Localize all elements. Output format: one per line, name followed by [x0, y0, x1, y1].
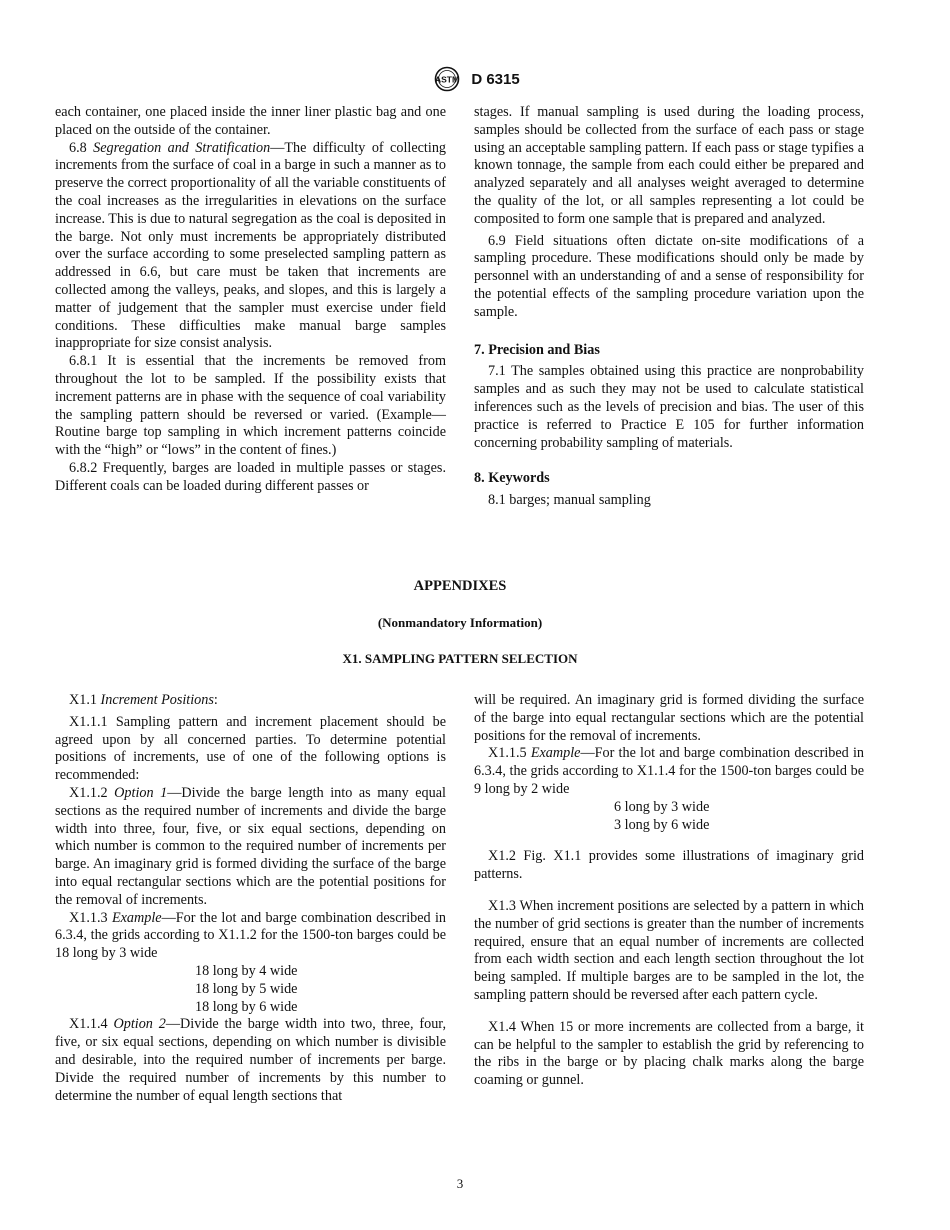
bottom-right-column: [474, 692, 864, 1090]
paragraph-x1-1-1: X1.1.1 Sampling pattern and increment placement should be agreed upon by all concerned parties. To determine potential positions of increments, use of one of the following options is recommended:: [55, 713, 446, 784]
grid-option-line: 18 long by 5 wide: [195, 980, 298, 997]
paragraph: will be required. An imaginary grid is formed dividing the surface of the barge into equal rectangular sections which are the potential positions for the removal of increments.: [474, 692, 864, 744]
paragraph-7-1: 7.1 The samples obtained using this practice are nonprobability samples and as such they may not be used to calculate statistical inferences such as the levels of precision and bias. The user of this practice is referred to Practice E 105 for further information concerning probability sampling of materials.: [474, 363, 864, 451]
svg-text:ASTM: ASTM: [435, 74, 460, 85]
top-right-column: [474, 104, 864, 510]
paragraph-x1-1-2: X1.1.2 Option 1—Divide the barge length into as many equal sections as the required number of increments and divide the barge width into three, four, five, or six equal sections, depending on which number is common to the required number of increments per barge. An imaginary grid is formed dividing the surface of the barge into equal rectangular sections which are the potential positions for the removal of increments.: [55, 784, 446, 908]
paragraph-x1-1-4: X1.1.4 Option 2—Divide the barge width into two, three, four, five, or six equal sections, depending on which number is divisible and desirable, into the required number of increments per barge. Divide the required number of increments by this number to determine the number of equal length sections that: [55, 1016, 446, 1104]
appendix-section-heading: X1. SAMPLING PATTERN SELECTION: [342, 651, 578, 666]
appendix-subtitle: (Nonmandatory Information): [377, 615, 543, 630]
appendix-title: APPENDIXES: [413, 578, 507, 594]
paragraph-x1-2: X1.2 Fig. X1.1 provides some illustrations of imaginary grid patterns.: [474, 848, 864, 883]
paragraph-x1-4: X1.4 When 15 or more increments are collected from a barge, it can be helpful to the sampler to establish the grid by referencing to the ribs in the barge or by placing chalk marks along the barge coaming or gunnel.: [474, 1018, 864, 1089]
grid-option-line: 6 long by 3 wide: [614, 798, 710, 815]
top-left-column: [55, 104, 446, 496]
paragraph-x1-1-3: X1.1.3 Example—For the lot and barge combination described in 6.3.4, the grids according to X1.1.2 for the 1500-ton barges could be 18 long by 3 wide: [55, 909, 446, 962]
paragraph-6-8-2: 6.8.2 Frequently, barges are loaded in multiple passes or stages. Different coals can be loaded during different passes or: [55, 459, 446, 494]
paragraph-8-1: 8.1 barges; manual sampling: [488, 492, 651, 509]
page-number: 3: [456, 1176, 464, 1191]
paragraph-6-8-1: 6.8.1 It is essential that the increments be removed from throughout the lot to be sampled. If the possibility exists that increment patterns are in phase with the sequence of coal variability the sampling pattern should be reversed or varied. (Example—Routine barge top sampling in which increment patterns coincide with the “high” or “lows” in the content of fines.): [55, 353, 446, 459]
paragraph-6-8: 6.8 Segregation and Stratification—The difficulty of collecting increments from the surface of coal in a barge in such a manner as to preserve the correct proportionality of all the variable constituents of the coal increases as the irregularities in elevations on the surface increase. This is due to natural segregation as the coal is deposited in the barge. Not only must increments be appropriately distributed over the surface according to some preselected sampling pattern as addressed in 6.6, but care must be taken that increments are collected among the valleys, peaks, and slopes, and this is largely a matter of judgement that the sampler must exercise under field conditions. These difficulties make manual barge samples inappropriate for size consist analysis.: [55, 139, 447, 352]
astm-logo-icon: [430, 66, 464, 92]
page-header: [0, 66, 950, 92]
document-code: D 6315: [471, 70, 520, 88]
paragraph-6-9: 6.9 Field situations often dictate on-site modifications of a sampling procedure. These modifications should only be made by personnel with an understanding of and a sense of responsibility for the potential effects of the sampling procedure variation upon the sample.: [474, 232, 864, 320]
grid-option-line: 18 long by 6 wide: [195, 998, 298, 1015]
paragraph: each container, one placed inside the inner liner plastic bag and one placed on the outside of the container.: [55, 104, 446, 138]
section-heading-precision: 7. Precision and Bias: [474, 341, 600, 358]
grid-option-line: 18 long by 4 wide: [195, 962, 298, 979]
section-heading-keywords: 8. Keywords: [474, 470, 550, 487]
bottom-left-column: [55, 692, 446, 1105]
paragraph-x1-1-5: X1.1.5 Example—For the lot and barge combination described in 6.3.4, the grids according to X1.1.4 for the 1500-ton barges could be 9 long by 2 wide: [474, 745, 864, 797]
paragraph: stages. If manual sampling is used during the loading process, samples should be collected from the surface of each pass or stage using an acceptable sampling pattern. If each pass or stage typifies a known tonnage, the sample from each could either be prepared and analyzed separately and all analyses weight averaged to determine the quality of the lot, or all samples representing a lot could be composited to form one sample that is prepared and analyzed.: [474, 104, 864, 227]
paragraph-x1-3: X1.3 When increment positions are selected by a pattern in which the number of grid sections is greater than the number of increments required, ensure that an equal number of increments are collected from each width section and each length section throughout the lot being sampled. If multiple barges are to be sampled in the lot, the sampling pattern should be reversed after each pattern cycle.: [474, 897, 864, 1003]
paragraph-x1-1: X1.1 Increment Positions:: [69, 692, 218, 708]
grid-option-line: 3 long by 6 wide: [614, 816, 710, 833]
